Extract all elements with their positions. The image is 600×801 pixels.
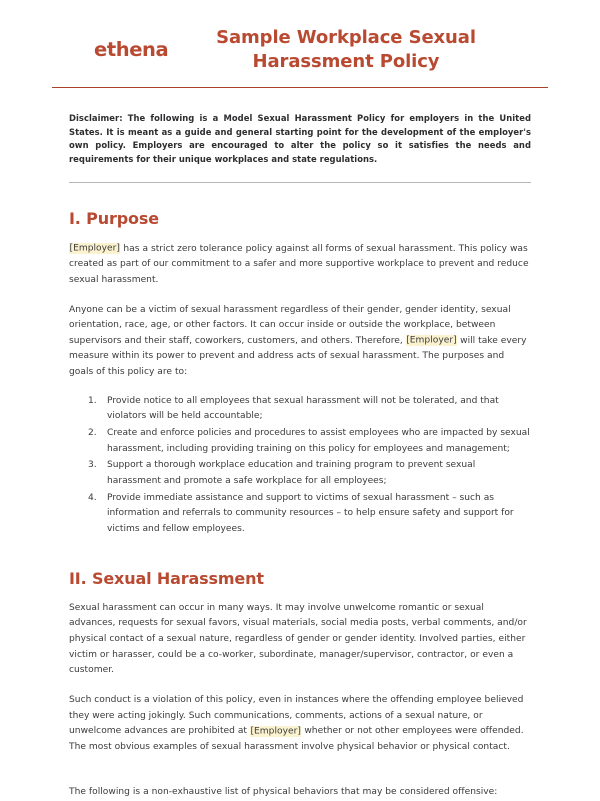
document-header xyxy=(0,0,600,74)
disclaimer-divider xyxy=(69,182,531,183)
list-item: Provide immediate assistance and support to victims of sexual harassment – such as information and referrals to community resources – to help ensure safety and support for victims and fellow employees. xyxy=(107,492,514,534)
disclaimer-text: Disclaimer: The following is a Model Sexual Harassment Policy for employers in the United States. It is meant as a guide and general starting point for the development of the employer's own policy. Employers are encouraged to alter the policy so it satisfies the needs and requirements for their unique workplaces and state regulations. xyxy=(69,113,531,164)
header-divider xyxy=(52,87,548,89)
harassment-paragraph-1: Sexual harassment can occur in many ways. It may involve unwelcome romantic or sexual advances, requests for sexual favors, visual materials, social media posts, verbal comments, and/or physical contact of a sexual nature, regardless of gender or gender identity. Involved parties, either victim or harasser, could be a co-worker, subordinate, manager/supervisor, contractor, or even a customer. xyxy=(69,602,527,676)
purpose-paragraph-1-rest: has a strict zero tolerance policy against all forms of sexual harassment. This policy was created as part of our commitment to a safer and more supportive workplace to prevent and reduce sexual harassment. xyxy=(69,243,529,285)
section-heading-sexual-harassment: II. Sexual Harassment xyxy=(69,568,264,588)
harassment-paragraph-2 xyxy=(69,693,531,756)
employer-placeholder: [Employer] xyxy=(406,335,457,346)
purpose-goals-list xyxy=(69,394,531,538)
employer-placeholder: [Employer] xyxy=(250,726,301,737)
purpose-paragraph-2-after: will take every measure within its power to prevent and address acts of sexual harassment. The purposes and goals of this policy are to: xyxy=(69,335,527,378)
document-title: Sample Workplace Sexual Harassment Policy xyxy=(216,27,476,72)
document-content xyxy=(0,112,600,801)
list-item: Support a thorough workplace education and training program to prevent sexual harassment and promote a safe workplace for all employees; xyxy=(107,460,476,486)
section-heading-purpose: I. Purpose xyxy=(69,209,159,229)
purpose-paragraph-1 xyxy=(69,242,531,289)
purpose-paragraph-2 xyxy=(69,303,531,381)
ethena-logo: ethena xyxy=(94,38,169,61)
employer-placeholder: [Employer] xyxy=(69,243,120,254)
harassment-paragraph-2-before: Such conduct is a violation of this policy, even in instances where the offending employee believed they were acting jokingly. Such communications, comments, actions of a sexual nature, or unwelcome advances are prohibited at xyxy=(69,694,524,737)
list-item: Provide notice to all employees that sexual harassment will not be tolerated, and that violators will be held accountable; xyxy=(107,395,499,422)
purpose-paragraph-2-before: Anyone can be a victim of sexual harassment regardless of their gender, gender identity, sexual orientation, race, age, or other factors. It can occur inside or outside the workplace, between supervisors and their staff, coworkers, customers, and others. Therefore, xyxy=(69,304,511,346)
list-item: Create and enforce policies and procedures to assist employees who are impacted by sexual harassment, including providing training on this policy for employees and management; xyxy=(107,428,530,454)
harassment-paragraph-2-after: whether or not other employees were offended. The most obvious examples of sexual harassment involve physical behavior or physical contact. xyxy=(69,726,524,752)
harassment-paragraph-3: The following is a non-exhaustive list of physical behaviors that may be considered offensive: xyxy=(69,787,498,798)
